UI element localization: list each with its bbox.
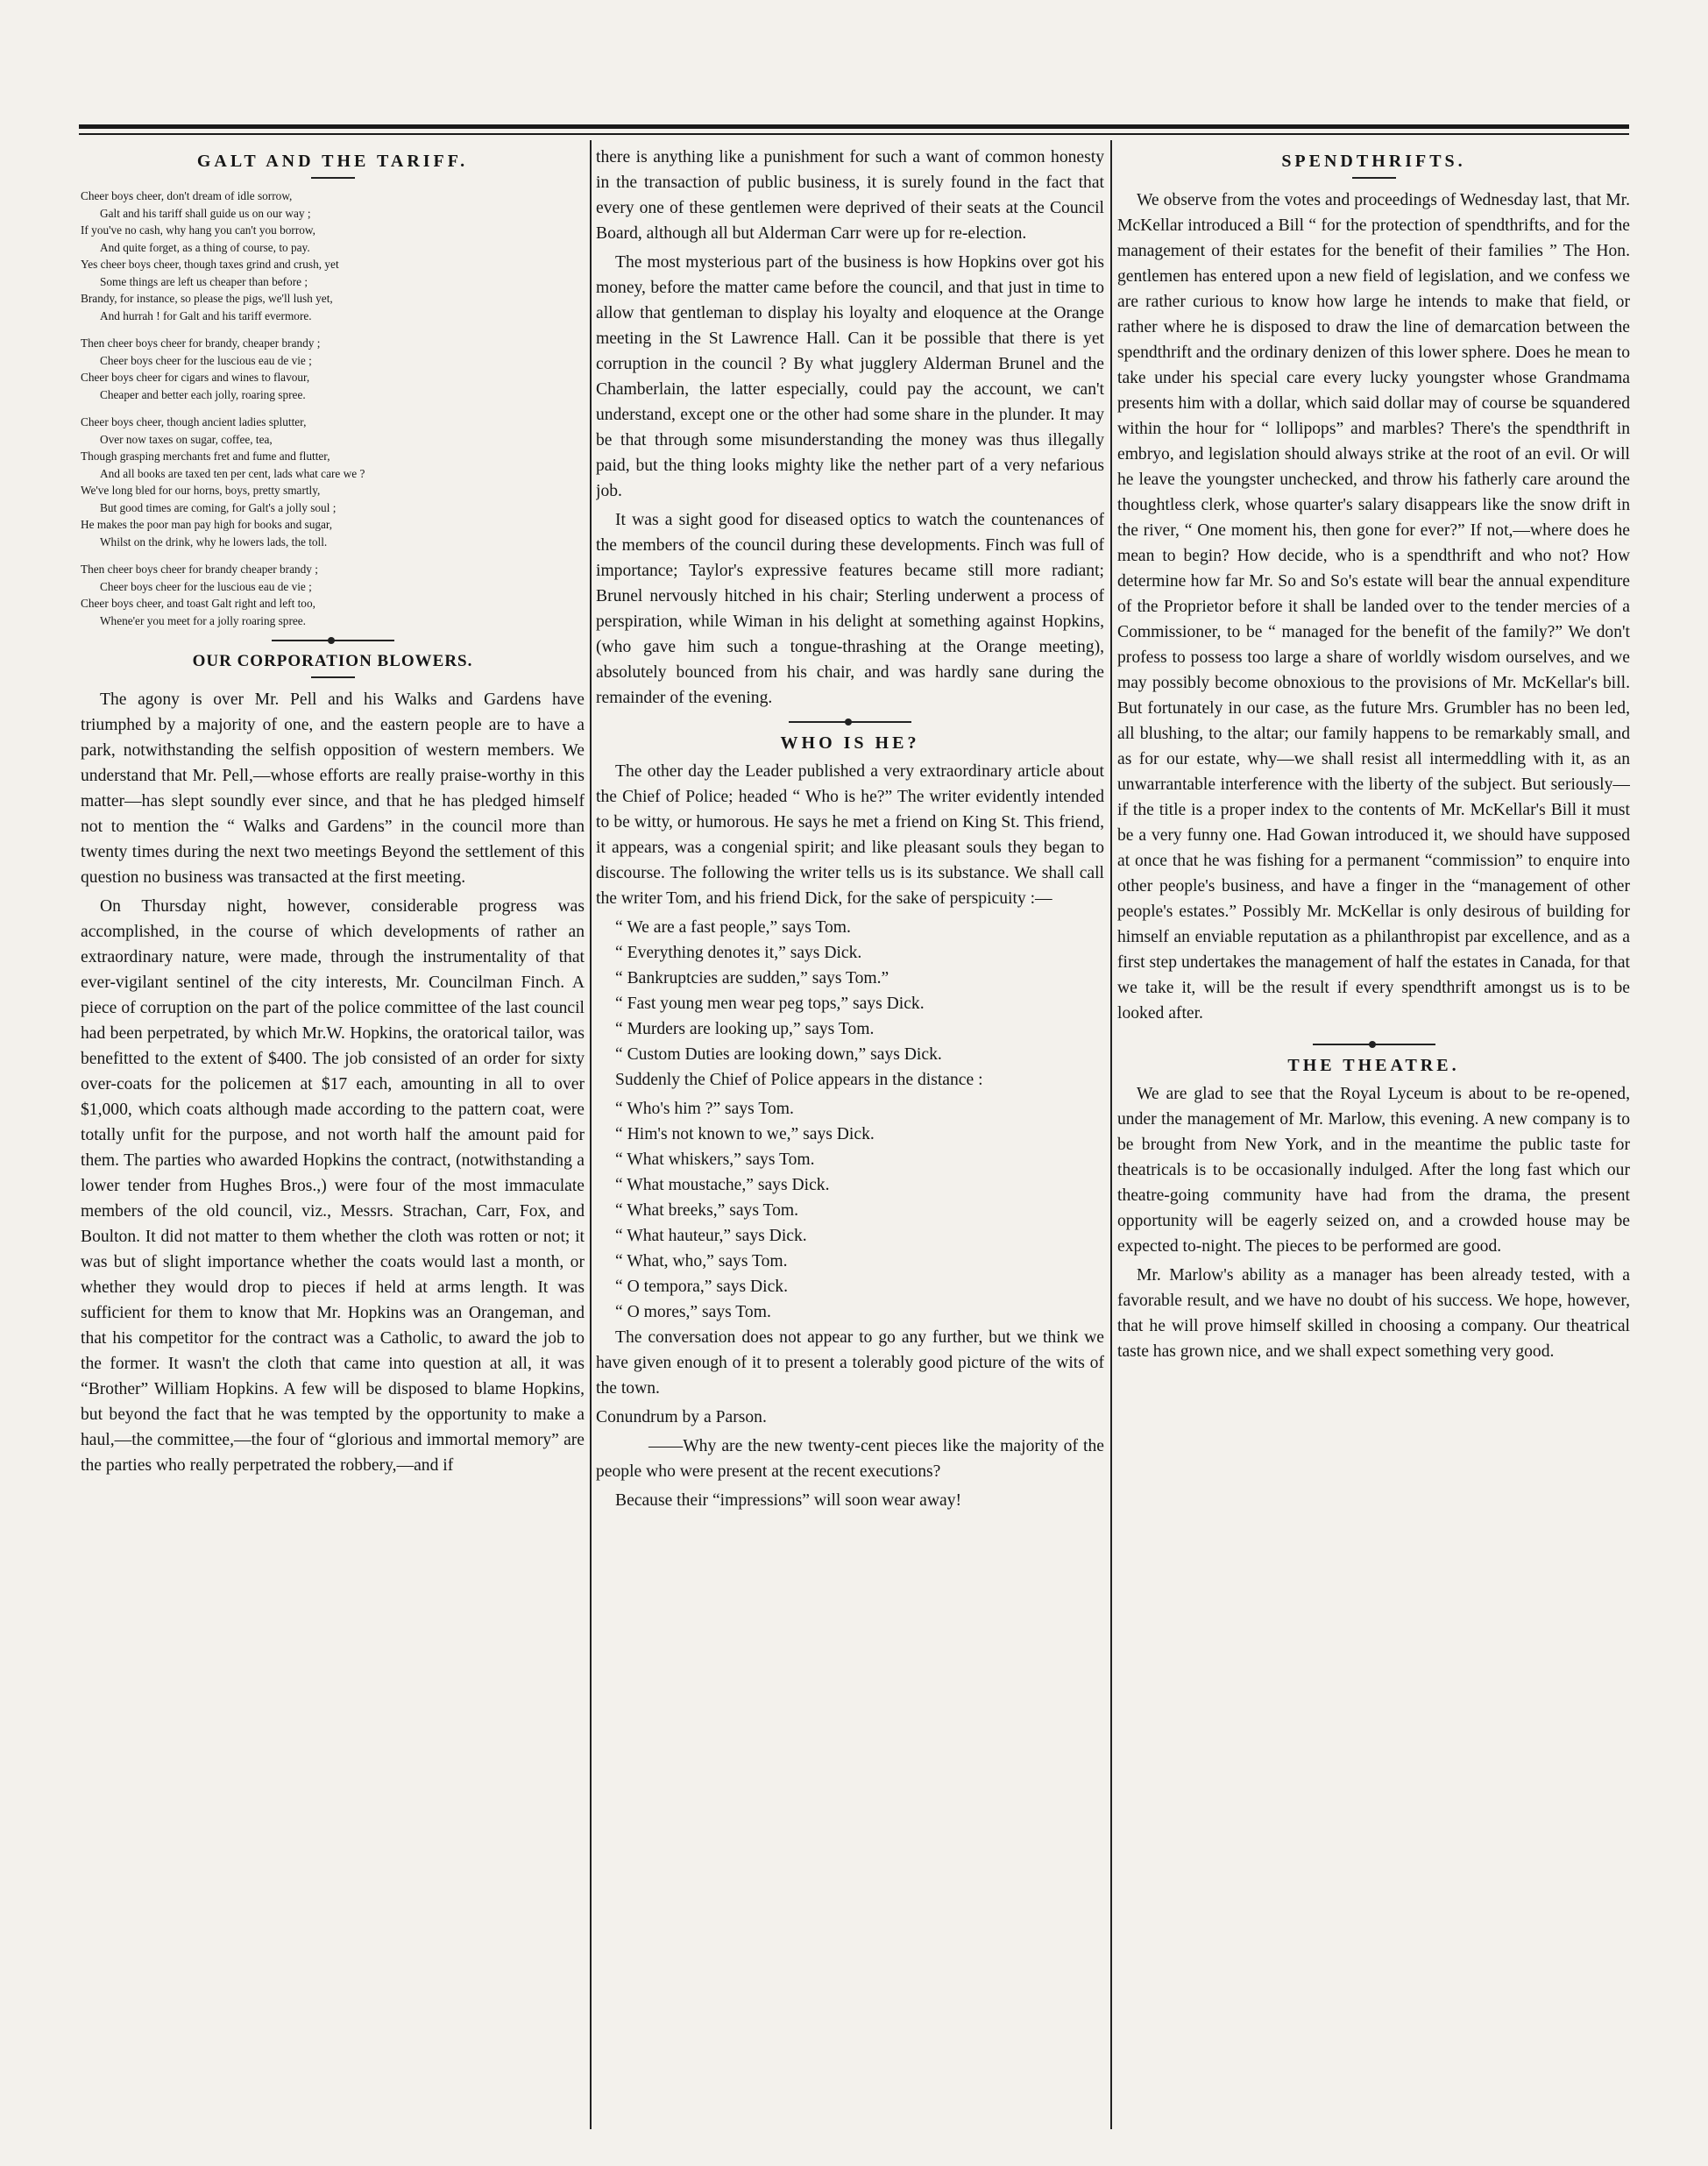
poem-line: Yes cheer boys cheer, though taxes grind and crush, yet bbox=[81, 258, 339, 271]
poem-line: And hurrah ! for Galt and his tariff evermore. bbox=[100, 308, 312, 322]
column-divider bbox=[1110, 140, 1112, 2129]
poem-line: And all books are taxed ten per cent, lads what care we ? bbox=[100, 466, 365, 480]
article-paragraph: there is anything like a punishment for such a want of common honesty in the transaction of public business, it is surely found in the fact that every one of these gentlemen were deprived of their seats at the Council Board, although all but Alderman Carr were up for re-election. bbox=[596, 148, 1104, 243]
article-title-spendthrifts: SPENDTHRIFTS. bbox=[1281, 152, 1466, 171]
header-rule bbox=[79, 124, 1629, 129]
article-title-theatre: THE THEATRE. bbox=[1287, 1056, 1460, 1075]
dialogue-block bbox=[596, 915, 1104, 1067]
conundrum-question: ——Why are the new twenty-cent pieces like the majority of the people who were present at the recent executions? bbox=[596, 1437, 1104, 1481]
column-1 bbox=[81, 145, 585, 2125]
column-3 bbox=[1117, 145, 1630, 2125]
title-rule bbox=[311, 676, 355, 678]
poem-line: He makes the poor man pay high for books and sugar, bbox=[81, 518, 333, 531]
poem-line: Cheaper and better each jolly, roaring spree. bbox=[100, 387, 306, 401]
article-paragraph: We observe from the votes and proceedings of Wednesday last, that Mr. McKellar introduced a Bill “ for the protection of spendthrifts, and for the management of their estates for the benefit of their families ” The Hon. gentlemen has entered upon a new field of legislation, and we confess we are rather curious to know how large he intends to make that field, or rather where he is disposed to draw the line of demarcation between the spendthrift and the ordinary denizen of this lower sphere. Does he mean to take under his special care every lucky youngster whose Grandmama presents him with a dollar, which said dollar may of course be squandered within the hour for “ lollipops” and marbles? There's the spendthrift in embryo, and legislation should always strike at the root of an evil. Or will he leave the youngster unchecked, and throw his fatherly care around the thoughtless clerk, whose quarter's salary disappears like the snow drift in the river, “ One moment his, then gone for ever?” If not,—where does he mean to begin? How decide, who is a spendthrift and who not? How determine how far Mr. So and So's estate will bear the annual expenditure of the Proprietor before it shall be landed over to the tender mercies of a Commissioner, to be “ managed for the benefit of the family?” We don't profess to possess too large a share of worldly wisdom ourselves, and we may possibly become obnoxious to the provisions of Mr. McKellar's bill. But fortunately in our case, as the future Mrs. Grumbler has no been led, all blushing, to the altar; our family happens to be remarkably small, and as for our estate, why—we shall resist all intermeddling with it, as an unwarrantable interference with the liberty of the subject. But seriously—if the title is a proper index to the contents of Mr. McKellar's Bill it must be a very funny one. Had Gowan introduced it, we should have supposed at once that he was fishing for a permanent “commission” to enquire into other people's business, and have a finger in the “management of other people's estates.” Possibly Mr. McKellar is only desirous of building for himself an enviable reputation as a philanthropist par excellence, and as a first step undertakes the management of half the estates in Canada, for that we take it, will be the result if every spendthrift amongst us is to be looked after. bbox=[1117, 191, 1630, 1023]
dialogue-line: “ What breeks,” says Tom. bbox=[615, 1201, 799, 1220]
poem-stanza bbox=[81, 561, 585, 629]
column-2 bbox=[596, 145, 1104, 2125]
poem-line: Cheer boys cheer, though ancient ladies splutter, bbox=[81, 415, 307, 428]
section-ornament bbox=[1313, 1044, 1435, 1045]
article-paragraph: The most mysterious part of the business is how Hopkins over got his money, before the matter came before the council, and that just in time to allow that gentleman to display his loyalty and eloquence at the Orange meeting in the St Lawrence Hall. Can it be possible that there is yet corruption in the council ? By what jugglery Alderman Brunel and the Chamberlain, the latter especially, could pay the account, we can't understand, except one or the other had some share in the plunder. It may be that through some misunderstanding the money was thus illegally paid, but the thing looks mighty like the nether part of a very nefarious job. bbox=[596, 253, 1104, 500]
dialogue-line: “ Murders are looking up,” says Tom. bbox=[615, 1020, 875, 1038]
poem-stanza bbox=[81, 414, 585, 550]
dialogue-line: “ Who's him ?” says Tom. bbox=[615, 1100, 794, 1118]
poem-line: Over now taxes on sugar, coffee, tea, bbox=[100, 432, 273, 446]
poem-stanza bbox=[81, 188, 585, 324]
poem-line: Cheer boys cheer, don't dream of idle sorrow, bbox=[81, 189, 293, 202]
column-divider bbox=[590, 140, 592, 2129]
poem-line: Whilst on the drink, why he lowers lads, the toll. bbox=[100, 534, 328, 549]
article-paragraph: The agony is over Mr. Pell and his Walks and Gardens have triumphed by a majority of one, and the eastern people are to have a park, notwithstanding the selfish opposition of western members. We understand that Mr. Pell,—whose efforts are really praise-worthy in this matter—has slept soundly ever since, and that he has pledged himself not to mention the “ Walks and Gardens” in the council more than twenty times during the next two meetings Beyond the settlement of this question no business was transacted at the first meeting. bbox=[81, 690, 585, 887]
dialogue-line: “ Bankruptcies are sudden,” says Tom.” bbox=[615, 969, 889, 987]
poem-line: Though grasping merchants fret and fume and flutter, bbox=[81, 449, 330, 463]
dialogue-line: “ Him's not known to we,” says Dick. bbox=[615, 1125, 875, 1143]
poem-line: Galt and his tariff shall guide us on our way ; bbox=[100, 206, 311, 220]
article-title-who: WHO IS HE? bbox=[780, 733, 920, 753]
poem-line: If you've no cash, why hang you can't you borrow, bbox=[81, 223, 315, 237]
conundrum-answer: Because their “impressions” will soon wear away! bbox=[615, 1491, 962, 1510]
article-title-corporation: OUR CORPORATION BLOWERS. bbox=[192, 652, 473, 670]
poem-line: Then cheer boys cheer for brandy cheaper brandy ; bbox=[81, 563, 318, 576]
dialogue-line: “ Everything denotes it,” says Dick. bbox=[615, 944, 862, 962]
dialogue-line: “ What moustache,” says Dick. bbox=[615, 1176, 830, 1194]
title-rule bbox=[1352, 177, 1396, 179]
article-paragraph: It was a sight good for diseased optics to watch the countenances of the members of the council during these developments. Finch was full of importance; Taylor's expressive features became still more radiant; Brunel nervously hitched in his chair; Sterling underwent a process of perspiration, while Wiman in his delight at something against Hopkins, (who gave him such a tongue-thrashing at the Orange meeting), absolutely bounced from his chair, and was hardly sane during the remainder of the evening. bbox=[596, 511, 1104, 707]
article-paragraph: We are glad to see that the Royal Lyceum is about to be re-opened, under the management of Mr. Marlow, this evening. A new company is to be brought from New York, and in the meantime the public taste for theatricals is to be occasionally indulged. After the long fast which our theatre-going community have had from the drama, the present opportunity will be eagerly seized on, and a crowded house may be expected to-night. The pieces to be performed are good. bbox=[1117, 1085, 1630, 1256]
poem-line: Brandy, for instance, so please the pigs, we'll lush yet, bbox=[81, 292, 333, 305]
article-paragraph: On Thursday night, however, considerable progress was accomplished, in the course of which developments of rather an extraordinary nature, were made, through the instrumentality of that ever-vigilant sentinel of the city interests, Mr. Councilman Finch. A piece of corruption on the part of the police committee of the last council had been perpetrated, by which Mr.W. Hopkins, the oratorical tailor, was benefitted to the extent of $400. The job consisted of an order for sixty over-coats for the policemen at $17 each, amounting in all to over $1,000, which coats although made according to the pattern coat, were totally unfit for the purpose, and not worth half the amount paid for them. The parties who awarded Hopkins the contract, (notwithstanding a lower tender from Hughes Bros.,) were four of the most immaculate members of the old council, viz., Messrs. Strachan, Carr, Fox, and Boulton. It did not matter to them whether the cloth was rotten or not; it was but of slight importance whether the coats would last a month, or whether they would drop to pieces if held at arms length. It was sufficient for them to know that Mr. Hopkins was an Orangeman, and that his competitor for the contract was a Catholic, to award the job to the former. It wasn't the cloth that came into question at all, it was “Brother” William Hopkins. A few will be disposed to blame Hopkins, but beyond the fact that he was tempted by the opportunity to make a haul,—the committee,—the four of “glorious and immortal memory” are the parties who really perpetrated the robbery,—and if bbox=[81, 897, 585, 1475]
poem-line: Cheer boys cheer for cigars and wines to flavour, bbox=[81, 371, 310, 384]
section-ornament bbox=[272, 640, 394, 641]
poem-line: We've long bled for our horns, boys, pretty smartly, bbox=[81, 484, 321, 497]
title-rule bbox=[311, 177, 355, 179]
section-ornament bbox=[789, 721, 911, 723]
article-paragraph: Mr. Marlow's ability as a manager has been already tested, with a favorable result, and we have no doubt of his success. We hope, however, that he will prove himself skilled in choosing a company. Our theatrical taste has grown nice, and we shall expect something very good. bbox=[1117, 1266, 1630, 1361]
article-paragraph: Suddenly the Chief of Police appears in the distance : bbox=[615, 1071, 983, 1089]
dialogue-line: “ Custom Duties are looking down,” says Dick. bbox=[615, 1045, 942, 1064]
dialogue-line: “ O tempora,” says Dick. bbox=[615, 1278, 788, 1296]
poem-line: And quite forget, as a thing of course, to pay. bbox=[100, 240, 310, 254]
poem-line: Cheer boys cheer for the luscious eau de vie ; bbox=[100, 579, 312, 593]
poem-line: Some things are left us cheaper than before ; bbox=[100, 274, 308, 288]
dialogue-line: “ O mores,” says Tom. bbox=[615, 1303, 771, 1321]
poem-line: Cheer boys cheer, and toast Galt right and left too, bbox=[81, 597, 315, 610]
dialogue-block bbox=[596, 1096, 1104, 1325]
poem-galt-and-the-tariff bbox=[81, 188, 585, 629]
dialogue-line: “ What, who,” says Tom. bbox=[615, 1252, 788, 1271]
conundrum-title: Conundrum by a Parson. bbox=[596, 1408, 767, 1426]
poem-line: Then cheer boys cheer for brandy, cheaper brandy ; bbox=[81, 336, 321, 350]
poem-line: Whene'er you meet for a jolly roaring spree. bbox=[100, 613, 306, 627]
dialogue-line: “ Fast young men wear peg tops,” says Dick. bbox=[615, 995, 925, 1013]
poem-line: Cheer boys cheer for the luscious eau de vie ; bbox=[100, 353, 312, 367]
poem-line: But good times are coming, for Galt's a jolly soul ; bbox=[100, 500, 337, 514]
dialogue-line: “ What whiskers,” says Tom. bbox=[615, 1150, 815, 1169]
dialogue-line: “ What hauteur,” says Dick. bbox=[615, 1227, 807, 1245]
poem-stanza bbox=[81, 335, 585, 403]
header-rule-thin bbox=[79, 133, 1629, 135]
article-paragraph: The conversation does not appear to go any further, but we think we have given enough of it to present a tolerably good picture of the wits of the town. bbox=[596, 1328, 1104, 1398]
article-paragraph: The other day the Leader published a very extraordinary article about the Chief of Police; headed “ Who is he?” The writer evidently intended to be witty, or humorous. He says he met a friend on King St. This friend, it appears, was a congenial spirit; and like pleasant souls they began to discourse. The following the writer tells us is its substance. We shall call the writer Tom, and his friend Dick, for the sake of perspicuity :— bbox=[596, 762, 1104, 908]
dialogue-line: “ We are a fast people,” says Tom. bbox=[615, 918, 851, 937]
article-title-galt: GALT AND THE TARIFF. bbox=[196, 152, 469, 171]
